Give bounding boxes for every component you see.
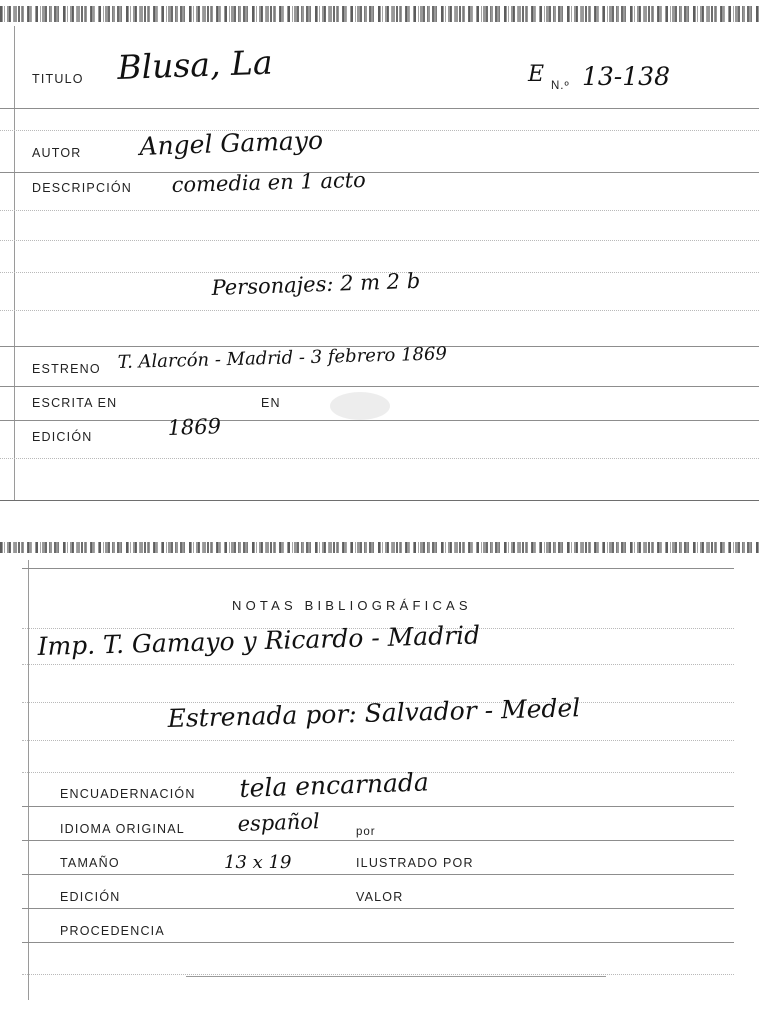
ruled-line bbox=[0, 210, 759, 211]
field-label-titulo: TITULO bbox=[32, 72, 84, 86]
ruled-line bbox=[22, 942, 734, 943]
ruled-line bbox=[22, 908, 734, 909]
ruled-line bbox=[0, 172, 759, 173]
handwriting-note-estrenada-por: Estrenada por: Salvador - Medel bbox=[167, 693, 581, 733]
ruled-line bbox=[22, 974, 734, 975]
field-label-escrita-en: ESCRITA EN bbox=[32, 396, 118, 410]
ruled-line bbox=[0, 386, 759, 387]
ruled-line bbox=[22, 840, 734, 841]
field-label-tamano: TAMAÑO bbox=[60, 856, 120, 870]
handwriting-edicion: 1869 bbox=[167, 414, 222, 440]
ruled-line bbox=[22, 806, 734, 807]
ruled-line bbox=[0, 458, 759, 459]
ruled-line bbox=[0, 130, 759, 131]
ruled-line bbox=[22, 874, 734, 875]
field-label-en: EN bbox=[261, 396, 281, 410]
paper-smudge bbox=[330, 392, 390, 420]
torn-paper-edge-icon bbox=[0, 542, 759, 553]
field-label-edicion: EDICIÓN bbox=[60, 890, 121, 904]
handwriting-idioma-original: español bbox=[237, 809, 321, 836]
field-label-ilustrado-por: ILUSTRADO POR bbox=[356, 856, 474, 870]
handwriting-estreno: T. Alarcón - Madrid - 3 febrero 1869 bbox=[117, 343, 448, 373]
handwriting-titulo: Blusa, La bbox=[116, 42, 274, 87]
field-label-edicion: EDICIÓN bbox=[32, 430, 93, 444]
card-separator-line bbox=[0, 500, 759, 501]
field-label-encuadernacion: ENCUADERNACIÓN bbox=[60, 787, 196, 801]
ruled-line bbox=[0, 310, 759, 311]
ruled-line bbox=[0, 240, 759, 241]
catalog-number-prefix: E bbox=[528, 62, 545, 87]
catalogue-card-front bbox=[0, 0, 759, 500]
ruled-line bbox=[22, 568, 734, 569]
left-margin-line bbox=[14, 26, 15, 500]
field-label-por: por bbox=[356, 826, 376, 838]
catalog-number-sub: N.º bbox=[551, 80, 570, 92]
section-title-notas-bibliograficas: NOTAS BIBLIOGRÁFICAS bbox=[232, 598, 472, 613]
ruled-line bbox=[0, 108, 759, 109]
handwriting-personajes: Personajes: 2 m 2 b bbox=[211, 268, 421, 300]
handwriting-note-imprenta: Imp. T. Gamayo y Ricardo - Madrid bbox=[37, 620, 481, 661]
card-separator bbox=[0, 500, 759, 534]
ruled-line bbox=[0, 420, 759, 421]
field-label-procedencia: PROCEDENCIA bbox=[60, 924, 165, 938]
torn-paper-edge-icon bbox=[0, 6, 759, 22]
field-label-idioma-original: IDIOMA ORIGINAL bbox=[60, 822, 185, 836]
catalog-number-value: 13-138 bbox=[582, 62, 670, 91]
handwriting-descripcion: comedia en 1 acto bbox=[171, 167, 367, 197]
handwriting-tamano: 13 x 19 bbox=[224, 852, 292, 873]
ruled-line-bottom bbox=[186, 976, 606, 977]
handwriting-autor: Angel Gamayo bbox=[138, 125, 324, 161]
field-label-valor: VALOR bbox=[356, 890, 404, 904]
left-margin-line bbox=[28, 560, 29, 1000]
field-label-estreno: ESTRENO bbox=[32, 362, 101, 376]
catalogue-card-back bbox=[0, 534, 759, 1028]
ruled-line bbox=[22, 664, 734, 665]
field-label-autor: AUTOR bbox=[32, 146, 82, 160]
field-label-descripcion: DESCRIPCIÓN bbox=[32, 181, 133, 195]
handwriting-encuadernacion: tela encarnada bbox=[238, 767, 430, 803]
ruled-line bbox=[22, 740, 734, 741]
